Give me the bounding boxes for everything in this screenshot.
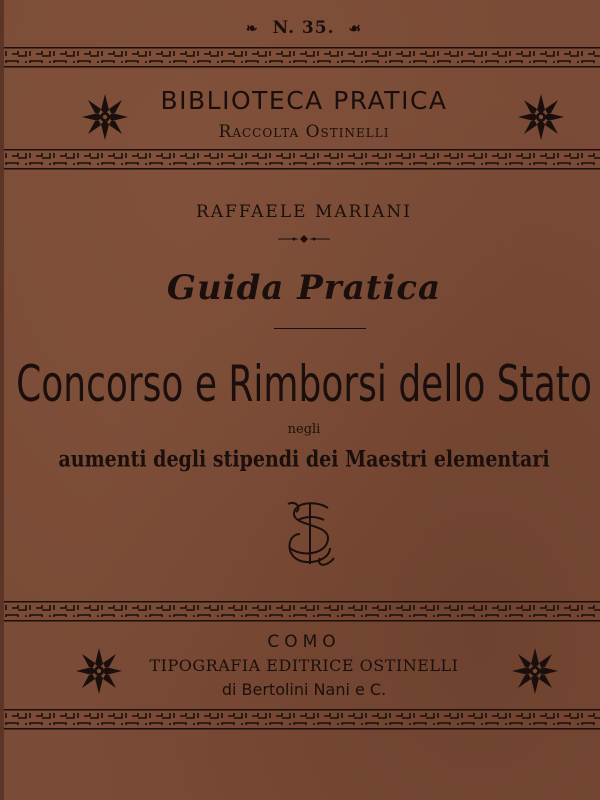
rosette-icon (516, 92, 566, 142)
series-number-text: N. 35. (272, 18, 335, 38)
divider-ornament-icon (274, 232, 334, 246)
series-title: BIBLIOTECA PRATICA (160, 86, 448, 115)
greek-key-band-icon (4, 46, 600, 70)
publisher-name: TIPOGRAFIA EDITRICE OSTINELLI (149, 656, 459, 675)
series-number (4, 18, 600, 38)
publisher-owner: di Bertolini Nani e C. (221, 680, 387, 699)
greek-key-band-icon (4, 600, 600, 624)
curl-ornament-icon: ❧ (245, 21, 259, 37)
guide-label: Guida Pratica (166, 268, 442, 308)
monogram-icon (276, 498, 346, 570)
rosette-icon (74, 646, 124, 696)
author-name: RAFFAELE MARIANI (195, 202, 413, 222)
book-title: Concorso e Rimborsi dello Stato (16, 356, 592, 414)
series-subtitle: Raccolta Ostinelli (218, 122, 390, 142)
title-rule (274, 328, 366, 329)
greek-key-band-icon (4, 708, 600, 732)
greek-key-band-icon (4, 148, 600, 172)
book-subtitle: aumenti degli stipendi dei Maestri elementari (58, 446, 550, 473)
rosette-icon (80, 92, 130, 142)
publisher-city: COMO (267, 632, 341, 652)
rosette-icon (510, 646, 560, 696)
title-connector: negli (287, 422, 321, 437)
curl-ornament-icon: ☙ (348, 21, 363, 37)
